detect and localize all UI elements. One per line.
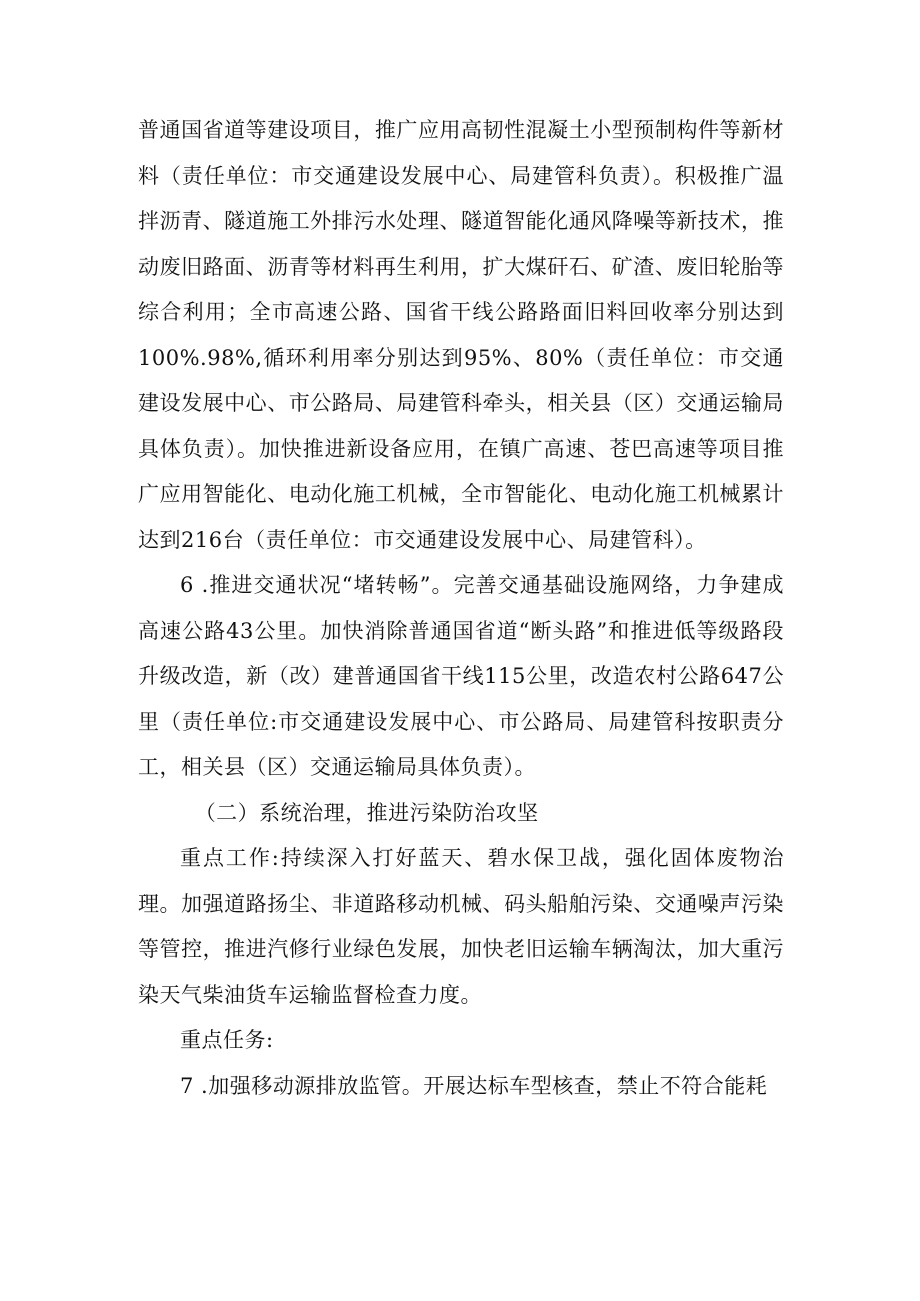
- section-heading-2: （二）系统治理，推进污染防治攻坚: [194, 800, 539, 825]
- paragraph-continued-materials: 普通国省道等建设项目，推广应用高韧性混凝土小型预制构件等新材料（责任单位：市交通建设发展中心、局建管科负责）。积极推广温拌沥青、隧道施工外排污水处理、隧道智能化通风降噪等新技术，推动废旧路面、沥青等材料再生利用，扩大煤矸石、矿渣、废旧轮胎等综合利用；全市高速公路、国省干线公路路面旧料回收率分别达到100%.98%,循环利用率分别达到95%、80%（责任单位：市交通建设发展中心、市公路局、局建管科牵头，相关县（区）交通运输局具体负责）。加快推进新设备应用，在镇广高速、苍巴高速等项目推广应用智能化、电动化施工机械，全市智能化、电动化施工机械累计达到216台（责任单位：市交通建设发展中心、局建管科）。: [138, 118, 784, 552]
- paragraph-item-6-traffic: 6 .推进交通状况“堵转畅”。完善交通基础设施网络，力争建成高速公路43公里。加快消除普通国省道“断头路”和推进低等级路段升级改造，新（改）建普通国省干线115公里，改造农村公路647公里（责任单位:市交通建设发展中心、市公路局、局建管科按职责分工，相关县（区）交通运输局具体负责）。: [138, 573, 784, 779]
- document-body: [138, 108, 784, 1109]
- paragraph-item-7-emission: 7 .加强移动源排放监管。开展达标车型核查，禁止不符合能耗: [180, 1073, 768, 1098]
- paragraph-key-tasks-label: 重点任务:: [180, 1028, 274, 1052]
- paragraph-key-work: 重点工作:持续深入打好蓝天、碧水保卫战，强化固体废物治理。加强道路扬尘、非道路移动机械、码头船舶污染、交通噪声污染等管控，推进汽修行业绿色发展，加快老旧运输车辆淘汰，加大重污染天气柴油货车运输监督检查力度。: [138, 846, 784, 1007]
